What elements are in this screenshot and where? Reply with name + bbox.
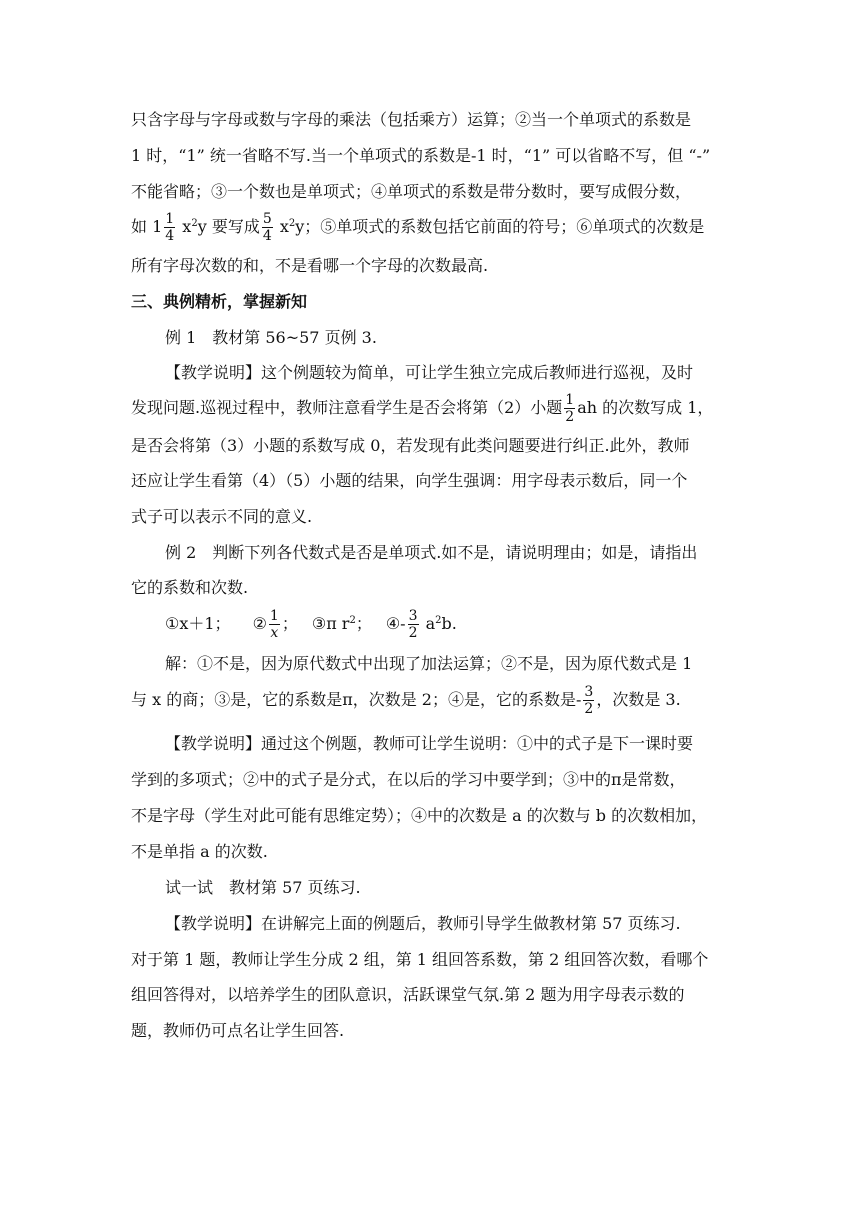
fraction-numerator: 1 [165,211,175,227]
section-heading: 三、典例精析，掌握新知 [131,292,308,311]
text-line: 1 时，“1” 统一省略不写.当一个单项式的系数是-1 时，“1” 可以省略不写，但 “-” [131,146,711,165]
text-line: 不是单指 a 的次数. [131,842,268,861]
text-span: ，次数是 3. [596,690,681,709]
exponent: 2 [288,218,296,229]
text-line: 只含字母与字母或数与字母的乘法（包括乘方）运算；②当一个单项式的系数是 [131,110,692,129]
text-span: ； [355,614,372,633]
text-span: ④- [385,614,406,633]
fraction [564,393,575,424]
fraction [269,609,280,640]
try-it: 试一试 教材第 57 页练习. [165,878,361,897]
exponent: 2 [435,615,442,626]
text-line: 是否会将第（3）小题的系数写成 0，若发现有此类问题要进行纠正.此外，教师 [131,436,690,455]
text-line: 它的系数和次数. [131,578,249,597]
text-line: 不能省略；③一个数也是单项式；④单项式的系数是带分数时，要写成假分数， [131,182,692,201]
fraction [262,212,273,243]
text-span: ③π r [311,614,350,633]
fraction-numerator: 1 [565,392,575,408]
fraction-denominator: 2 [565,409,575,425]
text-span: x [274,217,289,236]
text-line: 组回答得对，以培养学生的团队意识，活跃课堂气氛.第 2 题为用字母表示数的 [131,985,685,1004]
item-1: ①x＋1； [165,614,231,633]
fraction-numerator: 5 [262,211,272,227]
text-span: a [420,614,436,633]
fraction [164,212,175,243]
exponent: 2 [349,615,356,626]
text-line: 式子可以表示不同的意义. [131,507,313,526]
text-line: 对于第 1 题，教师让学生分成 2 组，第 1 组回答系数，第 2 组回答次数，看哪个 [131,950,709,969]
text-line-with-fraction [131,390,731,426]
text-line: 【教学说明】通过这个例题，教师可让学生说明：①中的式子是下一课时要 [165,734,694,753]
text-line: 【教学说明】在讲解完上面的例题后，教师引导学生做教材第 57 页练习. [165,914,681,933]
text-line: 所有字母次数的和，不是看哪一个字母的次数最高. [131,256,489,275]
exponent: 2 [191,218,198,229]
text-span: 与 x 的商；③是，它的系数是π，次数是 2；④是，它的系数是- [131,690,582,709]
text-span: ah 的次数写成 1， [577,398,714,417]
fraction-denominator: 4 [262,228,272,244]
text-span: y 要写成 [197,217,260,236]
text-line: 解：①不是，因为原代数式中出现了加法运算；②不是，因为原代数式是 1 [165,654,693,673]
expression-items [165,606,731,642]
text-span: 发现问题.巡视过程中，教师注意看学生是否会将第（2）小题 [131,398,563,417]
text-span: ； [281,614,298,633]
fraction [583,685,594,716]
fraction-numerator: 1 [269,608,279,624]
fraction-denominator: 2 [408,625,418,641]
fraction-numerator: 3 [584,684,594,700]
fraction-numerator: 3 [408,608,418,624]
example-2: 例 2 判断下列各代数式是否是单项式.如不是，请说明理由；如是，请指出 [165,543,698,562]
text-line-with-fractions [131,209,731,245]
text-line-with-fraction [131,682,731,718]
fraction-denominator: 2 [584,701,594,717]
text-line: 【教学说明】这个例题较为简单，可让学生独立完成后教师进行巡视，及时 [165,363,694,382]
fraction [408,609,419,640]
text-span: ② [252,614,267,633]
text-span: b. [441,614,457,633]
text-line: 题，教师仍可点名让学生回答. [131,1021,345,1040]
text-span: 如 1 [131,217,163,236]
example-1: 例 1 教材第 56~57 页例 3. [165,328,377,347]
fraction-denominator: 4 [165,228,175,244]
text-span: y；⑤单项式的系数包括它前面的符号；⑥单项式的次数是 [295,217,705,236]
text-line: 学到的多项式；②中的式子是分式，在以后的学习中要学到；③中的π是常数， [131,770,686,789]
text-line: 不是字母（学生对此可能有思维定势）；④中的次数是 a 的次数与 b 的次数相加， [131,806,708,825]
text-line: 还应让学生看第（4）（5）小题的结果，向学生强调：用字母表示数后，同一个 [131,471,688,490]
fraction-denominator: x [270,625,279,641]
text-span: x [177,217,192,236]
